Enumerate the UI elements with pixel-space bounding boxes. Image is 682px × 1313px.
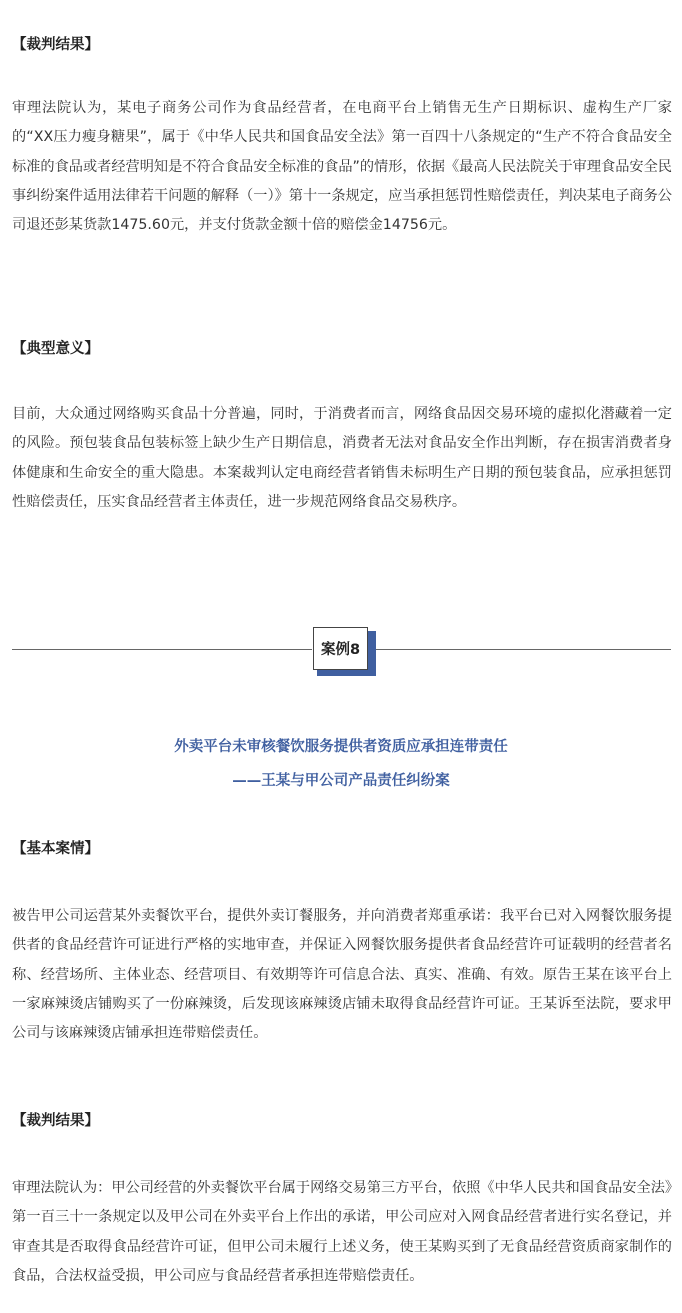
judgment-heading-2: 【裁判结果】: [12, 1113, 99, 1129]
case-badge: 案例8: [313, 627, 368, 670]
judgment-paragraph-2: 审理法院认为：甲公司经营的外卖餐饮平台属于网络交易第三方平台，依照《中华人民共和国食品安全法》第一百三十一条规定以及甲公司在外卖平台上作出的承诺，甲公司应对入网食品经营者进行实名登记，并审查其是否取得食品经营许可证，但甲公司未履行上述义务，使王某购买到了无食品经营资质商家制作的食品，合法权益受损，甲公司应与食品经营者承担连带赔偿责任。: [12, 1180, 672, 1284]
judgment-heading: 【裁判结果】: [12, 37, 99, 53]
divider-right: [369, 649, 671, 650]
judgment-paragraph: 审理法院认为，某电子商务公司作为食品经营者，在电商平台上销售无生产日期标识、虚构生产厂家的“XX压力瘦身糖果”，属于《中华人民共和国食品安全法》第一百四十八条规定的“生产不符合食品安全标准的食品或者经营明知是不符合食品安全标准的食品”的情形，依据《最高人民法院关于审理食品安全民事纠纷案件适用法律若干问题的解释（一）》第十一条规定，应当承担惩罚性赔偿责任，判决某电子商务公司退还彭某货款1475.60元，并支付货款金额十倍的赔偿金14756元。: [12, 100, 672, 234]
significance-heading: 【典型意义】: [12, 341, 99, 357]
divider-left: [12, 649, 312, 650]
significance-paragraph: 目前，大众通过网络购买食品十分普遍，同时，于消费者而言，网络食品因交易环境的虚拟化潜藏着一定的风险。预包装食品包装标签上缺少生产日期信息，消费者无法对食品安全作出判断，存在损害消费者身体健康和生命安全的重大隐患。本案裁判认定电商经营者销售未标明生产日期的预包装食品，应承担惩罚性赔偿责任，压实食品经营者主体责任，进一步规范网络食品交易秩序。: [12, 406, 672, 510]
case-subtitle: ——王某与甲公司产品责任纠纷案: [232, 773, 450, 789]
basic-facts-paragraph: 被告甲公司运营某外卖餐饮平台，提供外卖订餐服务，并向消费者郑重承诺：我平台已对入网餐饮服务提供者的食品经营许可证进行严格的实地审查，并保证入网餐饮服务提供者食品经营许可证载明的经营者名称、经营场所、主体业态、经营项目、有效期等许可信息合法、真实、准确、有效。原告王某在该平台上一家麻辣烫店铺购买了一份麻辣烫，后发现该麻辣烫店铺未取得食品经营许可证。王某诉至法院，要求甲公司与该麻辣烫店铺承担连带赔偿责任。: [12, 908, 672, 1042]
basic-facts-heading: 【基本案情】: [12, 841, 99, 857]
case-title: 外卖平台未审核餐饮服务提供者资质应承担连带责任: [174, 739, 508, 755]
